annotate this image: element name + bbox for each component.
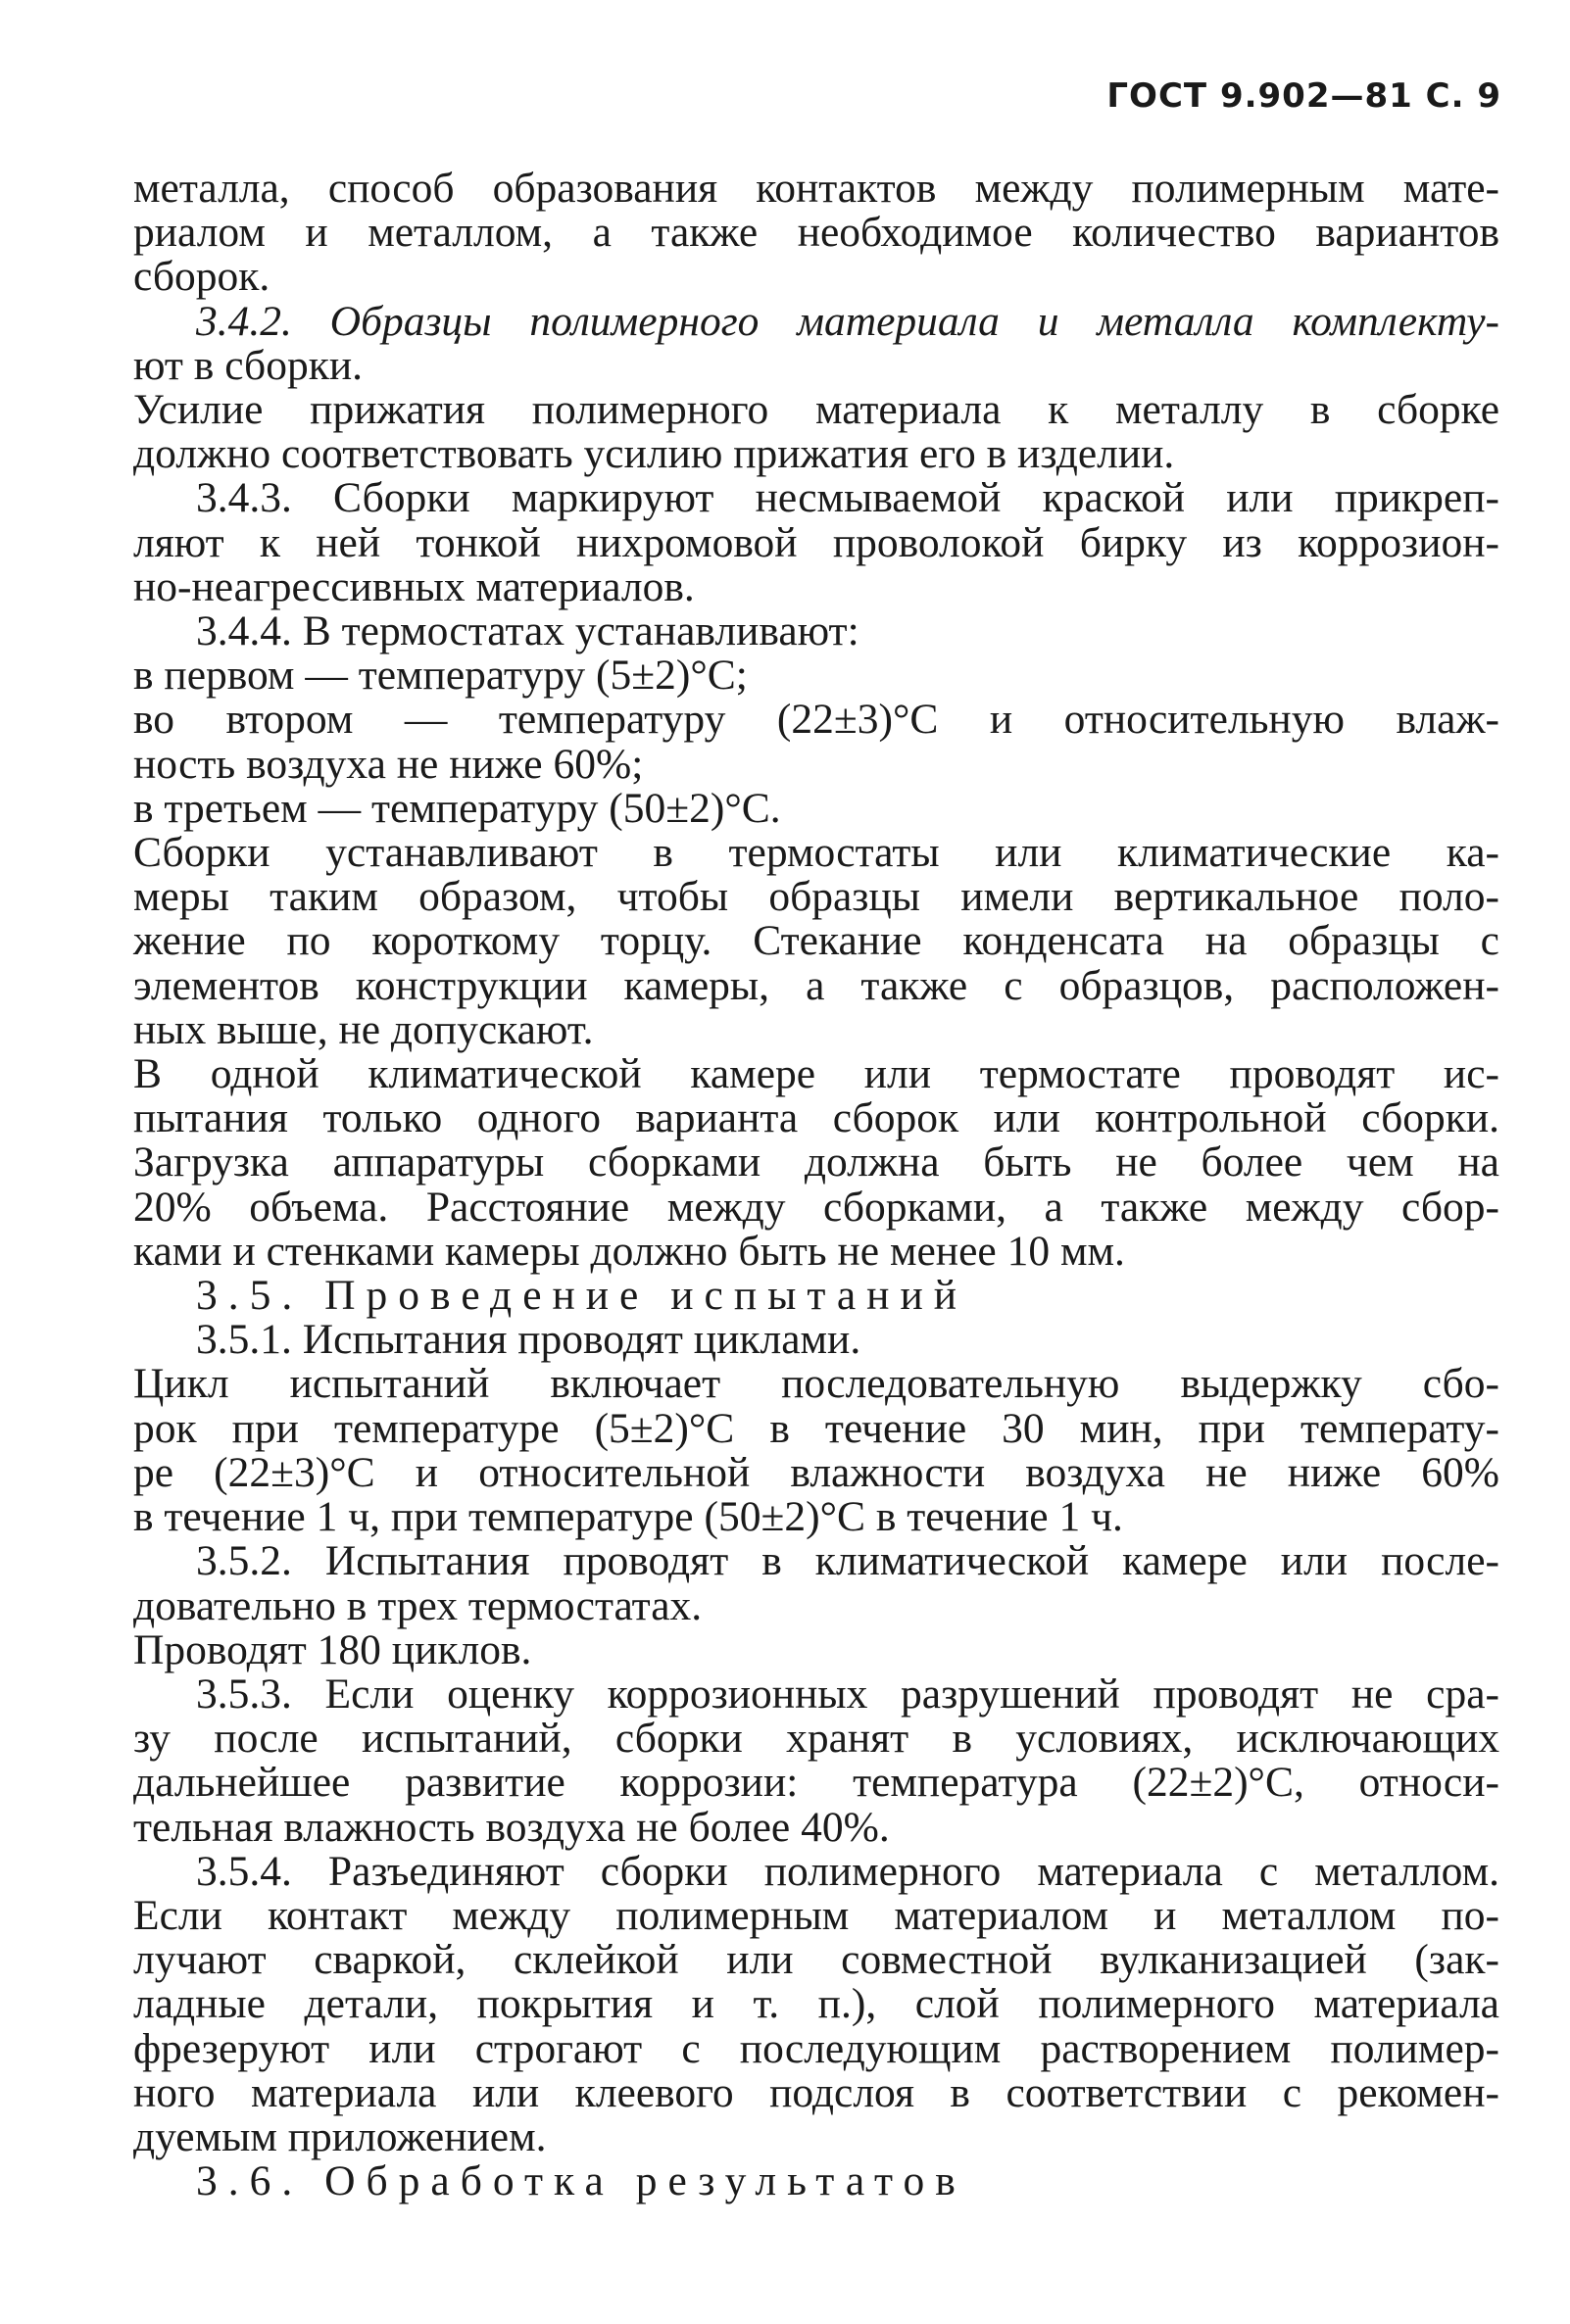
text-line: 3.4.4. В термостатах устанавливают:: [196, 607, 859, 655]
text-line: Загрузка аппаратуры сборками должна быть не более чем на: [133, 1138, 1499, 1186]
text-line: Усилие прижатия полимерного материала к металлу в сборке: [133, 386, 1499, 434]
text-line: 3.5.1. Испытания проводят циклами.: [196, 1316, 861, 1364]
text-line: довательно в трех термостатах.: [133, 1581, 703, 1629]
text-line: во втором — температуру (22±3)°С и относительную влаж-: [133, 696, 1499, 744]
text-line: 3.4.2. Образцы полимерного материала и металла комплекту-: [196, 297, 1499, 345]
text-line: ного материала или клеевого подслоя в соответствии с рекомен-: [133, 2068, 1499, 2116]
text-line: в течение 1 ч, при температуре (50±2)°С в течение 1 ч.: [133, 1493, 1123, 1541]
text-line: жение по короткому торцу. Стекание конденсата на образцы с: [133, 917, 1499, 965]
text-line: фрезеруют или строгают с последующим растворением полимер-: [133, 2024, 1499, 2072]
text-line: ре (22±3)°С и относительной влажности воздуха не ниже 60%: [133, 1448, 1499, 1496]
text-line: тельная влажность воздуха не более 40%.: [133, 1803, 890, 1851]
text-line: Сборки устанавливают в термостаты или климатические ка-: [133, 829, 1499, 877]
text-line: должно соответствовать усилию прижатия его в изделии.: [133, 430, 1175, 478]
text-line: В одной климатической камере или термостате проводят ис-: [133, 1050, 1499, 1098]
text-line: Проводят 180 циклов.: [133, 1625, 532, 1673]
text-line: ляют к ней тонкой нихромовой проволокой бирку из коррозион-: [133, 518, 1499, 566]
text-line: ных выше, не допускают.: [133, 1005, 594, 1053]
text-line: в третьем — температуру (50±2)°С.: [133, 784, 781, 832]
text-line: но-неагрессивных материалов.: [133, 562, 695, 610]
document-body: [133, 167, 1499, 2203]
text-line: риалом и металлом, а также необходимое количество вариантов: [133, 209, 1499, 257]
text-line: ладные детали, покрытия и т. п.), слой полимерного материала: [133, 1980, 1499, 2028]
section-heading: 3.5. Проведение испытаний: [196, 1272, 968, 1320]
text-line: в первом — температуру (5±2)°С;: [133, 652, 748, 700]
text-line: сборок.: [133, 253, 270, 301]
text-line: меры таким образом, чтобы образцы имели вертикальное поло-: [133, 873, 1499, 921]
text-line: ками и стенками камеры должно быть не менее 10 мм.: [133, 1227, 1125, 1275]
text-line: элементов конструкции камеры, а также с образцов, расположен-: [133, 961, 1499, 1009]
page-header: ГОСТ 9.902—81 С. 9: [1106, 76, 1501, 116]
text-line: 20% объема. Расстояние между сборками, а также между сбор-: [133, 1183, 1499, 1231]
text-line: Если контакт между полимерным материалом и металлом по-: [133, 1891, 1499, 1939]
text-line: дуемым приложением.: [133, 2112, 547, 2160]
text-line: лучают сваркой, склейкой или совместной вулканизацией (зак-: [133, 1936, 1499, 1984]
text-line: 3.5.4. Разъединяют сборки полимерного материала с металлом.: [196, 1847, 1499, 1895]
text-line: дальнейшее развитие коррозии: температура (22±2)°С, относи-: [133, 1759, 1499, 1807]
text-line: 3.4.3. Сборки маркируют несмываемой краской или прикреп-: [196, 474, 1499, 522]
text-line: 3.5.3. Если оценку коррозионных разрушений проводят не сра-: [196, 1670, 1499, 1718]
text-line: зу после испытаний, сборки хранят в условиях, исключающих: [133, 1715, 1499, 1763]
text-line: ность воздуха не ниже 60%;: [133, 740, 644, 788]
section-heading: 3.6. Обработка результатов: [196, 2157, 966, 2205]
text-line: пытания только одного варианта сборок или контрольной сборки.: [133, 1094, 1499, 1142]
text-line: 3.5.2. Испытания проводят в климатической камере или после-: [196, 1537, 1499, 1585]
text-line: рок при температуре (5±2)°С в течение 30 мин, при температу-: [133, 1404, 1499, 1452]
text-line: металла, способ образования контактов между полимерным мате-: [133, 165, 1499, 212]
text-line: ют в сборки.: [133, 341, 363, 389]
text-line: Цикл испытаний включает последовательную выдержку сбо-: [133, 1360, 1499, 1408]
